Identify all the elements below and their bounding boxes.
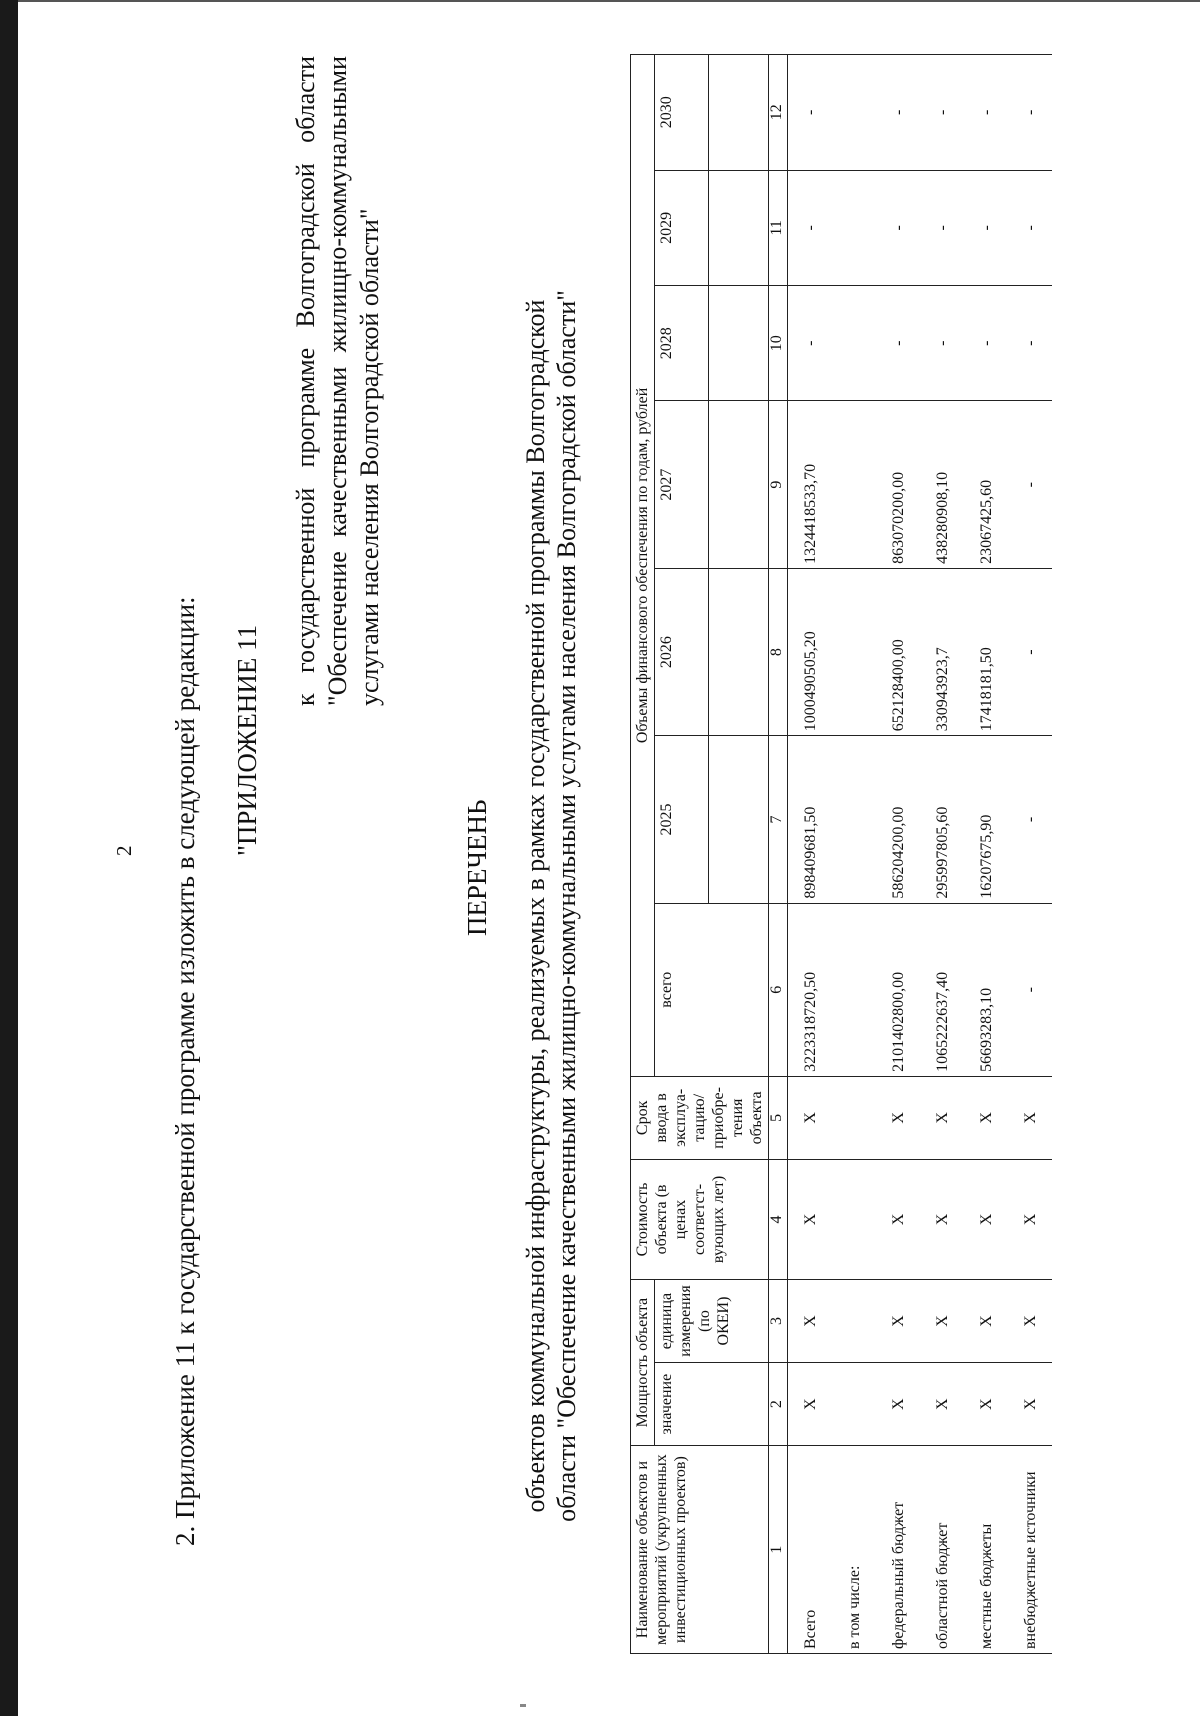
header-year-spacer (709, 170, 769, 285)
header-year-spacer (709, 736, 769, 903)
cell-2029: - (788, 170, 833, 285)
cell-capacity-value: X (1008, 1363, 1052, 1446)
cell-capacity-value: X (964, 1363, 1008, 1446)
cell-empty (832, 170, 876, 285)
cell-capacity-unit: X (876, 1279, 920, 1362)
list-title: ПЕРЕЧЕНЬ (462, 799, 492, 936)
cell-term: X (920, 1076, 964, 1159)
row-label: областной бюджет (920, 1446, 964, 1654)
cell-capacity-value: X (876, 1363, 920, 1446)
column-number: 9 (769, 401, 788, 568)
cell-cost: X (876, 1159, 920, 1279)
column-number: 4 (769, 1159, 788, 1279)
cell-2030: - (920, 55, 964, 171)
cell-empty (832, 286, 876, 401)
cell-total: 3223318720,50 (788, 903, 833, 1076)
cell-empty (832, 55, 876, 171)
cell-2026: 652128400,00 (876, 568, 920, 735)
cell-2028: - (876, 286, 920, 401)
table-row-subheading (832, 55, 876, 1654)
cell-2030: - (1008, 55, 1052, 171)
table-row-regional (920, 55, 964, 1654)
cell-2029: - (876, 170, 920, 285)
cell-2028: - (1008, 286, 1052, 401)
header-row-2 (655, 55, 709, 1654)
cell-total: 2101402800,00 (876, 903, 920, 1076)
header-year-spacer (709, 286, 769, 401)
header-capacity: Мощность объекта (631, 1279, 655, 1445)
cell-2026: 1000490505,20 (788, 568, 833, 735)
cell-cost: X (1008, 1159, 1052, 1279)
cell-2026: 330943923,7 (920, 568, 964, 735)
column-number: 1 (769, 1446, 788, 1654)
row-label: внебюджетные источники (1008, 1446, 1052, 1654)
header-capacity-unit: единица измерения (по ОКЕИ) (655, 1279, 769, 1362)
header-funding: Объемы финансового обеспечения по годам, рублей (631, 55, 655, 1077)
column-number: 11 (769, 170, 788, 285)
column-number: 10 (769, 286, 788, 401)
cell-empty (832, 1363, 876, 1446)
page-number: 2 (112, 845, 136, 856)
cell-capacity-value: X (788, 1363, 833, 1446)
cell-2027: 1324418533,70 (788, 401, 833, 568)
cell-cost: X (920, 1159, 964, 1279)
cell-2027: 863070200,00 (876, 401, 920, 568)
table-row-total (788, 55, 833, 1654)
funding-table (630, 54, 1052, 1654)
cell-2025: - (1008, 736, 1052, 903)
cell-2029: - (920, 170, 964, 285)
header-name: Наименование объектов и мероприятий (укрупненных инвестиционных проектов) (631, 1446, 769, 1654)
cell-2027: 438280908,10 (920, 401, 964, 568)
cell-capacity-unit: X (964, 1279, 1008, 1362)
header-year: 2030 (655, 55, 709, 171)
cell-term: X (964, 1076, 1008, 1159)
header-year: 2025 (655, 736, 709, 903)
cell-total: 56693283,10 (964, 903, 1008, 1076)
cell-2028: - (920, 286, 964, 401)
cell-2030: - (788, 55, 833, 171)
cell-total: 1065222637,40 (920, 903, 964, 1076)
cell-2025: 16207675,90 (964, 736, 1008, 903)
cell-2025: 898409681,50 (788, 736, 833, 903)
header-year: 2027 (655, 401, 709, 568)
cell-2026: - (1008, 568, 1052, 735)
cell-empty (832, 1076, 876, 1159)
header-total: всего (655, 903, 769, 1076)
column-number: 8 (769, 568, 788, 735)
column-number: 5 (769, 1076, 788, 1159)
appendix-note: к государственной программе Волгоградской области "Обеспечение качественными жилищно-коммунальными услугами населения Волгоградской области" (291, 56, 384, 706)
cell-2025: 586204200,00 (876, 736, 920, 903)
header-cost: Стоимость объекта (в ценах соответст-вующих лет) (631, 1159, 769, 1279)
cell-2029: - (964, 170, 1008, 285)
list-description: объектов коммунальной инфраструктуры, реализуемых в рамках государственной программы Волгоградской области "Обеспечение качественными жилищно-коммунальными услугами населения Волгоградской области" (521, 290, 581, 1522)
cell-term: X (1008, 1076, 1052, 1159)
cell-capacity-unit: X (920, 1279, 964, 1362)
cell-capacity-unit: X (1008, 1279, 1052, 1362)
header-year: 2029 (655, 170, 709, 285)
cell-2028: - (788, 286, 833, 401)
column-number: 7 (769, 736, 788, 903)
cell-empty (832, 903, 876, 1076)
intro-paragraph: 2. Приложение 11 к государственной программе изложить в следующей редакции: (170, 596, 200, 1546)
header-row-1 (631, 55, 655, 1654)
cell-2029: - (1008, 170, 1052, 285)
column-number: 3 (769, 1279, 788, 1362)
cell-empty (832, 401, 876, 568)
cell-capacity-value: X (920, 1363, 964, 1446)
row-label: местные бюджеты (964, 1446, 1008, 1654)
header-year: 2026 (655, 568, 709, 735)
header-year-spacer (709, 568, 769, 735)
cell-term: X (788, 1076, 833, 1159)
cell-2025: 295997805,60 (920, 736, 964, 903)
column-number: 6 (769, 903, 788, 1076)
cell-2027: - (1008, 401, 1052, 568)
row-subheading: в том числе: (832, 1446, 876, 1654)
header-year: 2028 (655, 286, 709, 401)
cell-empty (832, 736, 876, 903)
cell-capacity-unit: X (788, 1279, 833, 1362)
cell-empty (832, 1279, 876, 1362)
cell-2030: - (876, 55, 920, 171)
table-row-local (964, 55, 1008, 1654)
cell-empty (832, 1159, 876, 1279)
column-number: 12 (769, 55, 788, 171)
cell-empty (832, 568, 876, 735)
cell-2026: 17418181,50 (964, 568, 1008, 735)
header-year-spacer (709, 401, 769, 568)
column-number-row (769, 55, 788, 1654)
row-label: Всего (788, 1446, 833, 1654)
header-year-spacer (709, 55, 769, 171)
cell-cost: X (964, 1159, 1008, 1279)
row-label: федеральный бюджет (876, 1446, 920, 1654)
cell-total: - (1008, 903, 1052, 1076)
header-capacity-value: значение (655, 1363, 769, 1446)
cell-term: X (876, 1076, 920, 1159)
appendix-heading: "ПРИЛОЖЕНИЕ 11 (232, 624, 262, 856)
header-term: Срок ввода в эксплуа-тацию/ приобре-тения объекта (631, 1076, 769, 1159)
table-row-federal (876, 55, 920, 1654)
table-row-extrabudgetary (1008, 55, 1052, 1654)
column-number: 2 (769, 1363, 788, 1446)
cell-2028: - (964, 286, 1008, 401)
cell-cost: X (788, 1159, 833, 1279)
cell-2027: 23067425,60 (964, 401, 1008, 568)
cell-2030: - (964, 55, 1008, 171)
